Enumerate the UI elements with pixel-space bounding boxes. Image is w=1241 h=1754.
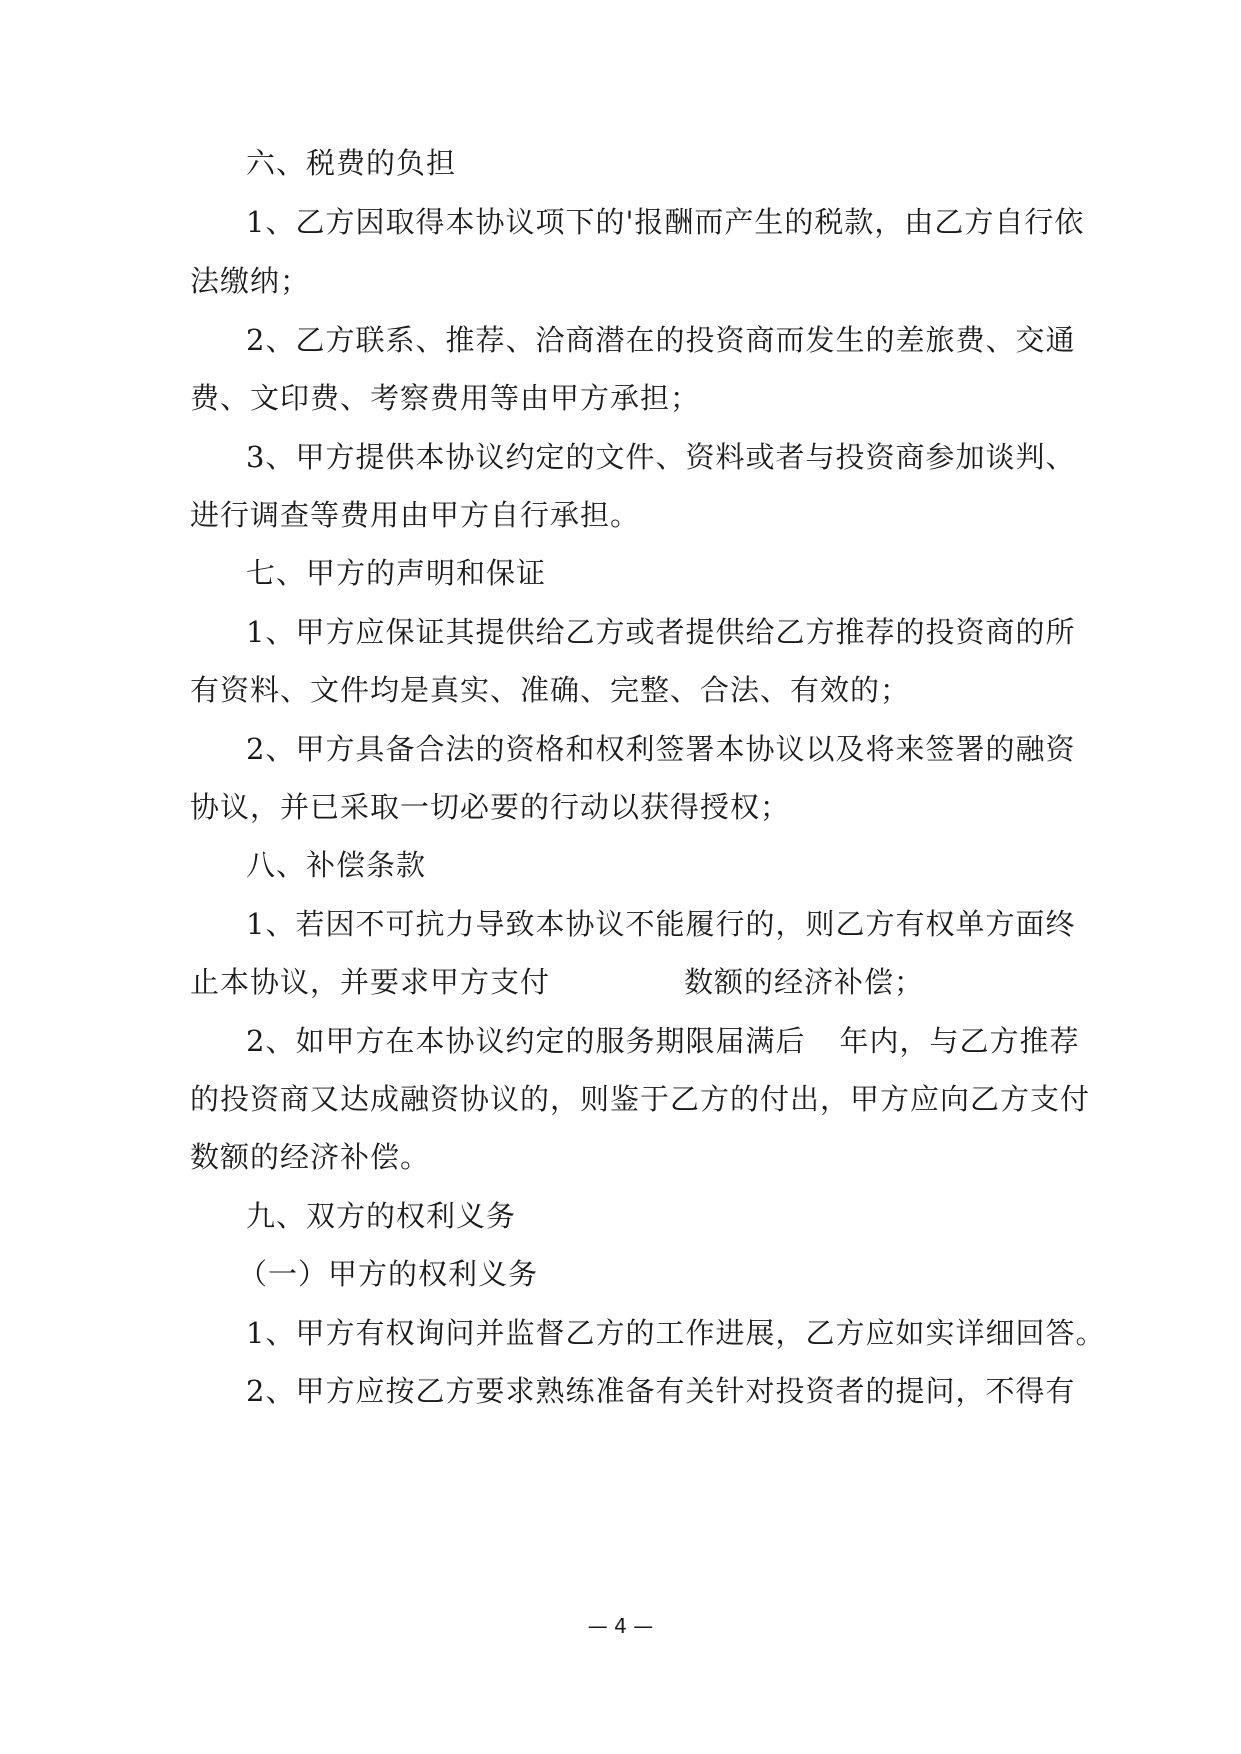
paragraph-line: 2、甲方具备合法的资格和权利签署本协议以及将来签署的融资 (246, 732, 1076, 766)
paragraph-line: 数额的经济补偿。 (190, 1140, 431, 1174)
paragraph-line: 2、乙方联系、推荐、洽商潜在的投资商而发生的差旅费、交通 (246, 323, 1076, 357)
paragraph-line: 3、甲方提供本协议约定的文件、资料或者与投资商参加谈判、 (246, 440, 1076, 474)
paragraph-line: 1、若因不可抗力导致本协议不能履行的，则乙方有权单方面终 (246, 907, 1076, 941)
text-segment: 年内，与乙方推荐 (839, 1024, 1080, 1058)
paragraph-line: 1、乙方因取得本协议项下的'报酬而产生的税款，由乙方自行依 (246, 205, 1085, 239)
paragraph-line: 协议，并已采取一切必要的行动以获得授权； (190, 790, 791, 824)
text-segment: 止本协议，并要求甲方支付 (190, 965, 551, 999)
subsection-heading: （一）甲方的权利义务 (238, 1257, 539, 1291)
section-heading-6: 六、税费的负担 (246, 146, 457, 180)
paragraph-line: 的投资商又达成融资协议的，则鉴于乙方的付出，甲方应向乙方支付 (190, 1082, 1091, 1116)
section-heading-7: 七、甲方的声明和保证 (246, 556, 547, 590)
text-segment: 数额的经济补偿； (684, 965, 925, 999)
section-heading-9: 九、双方的权利义务 (246, 1199, 517, 1233)
paragraph-line: 2、甲方应按乙方要求熟练准备有关针对投资者的提问，不得有 (246, 1374, 1076, 1408)
paragraph-line: 法缴纳； (190, 264, 311, 298)
paragraph-line (190, 962, 924, 1002)
paragraph-line: 进行调查等费用由甲方自行承担。 (190, 498, 641, 532)
section-heading-8: 八、补偿条款 (246, 848, 427, 882)
paragraph-line: 1、甲方应保证其提供给乙方或者提供给乙方推荐的投资商的所 (246, 615, 1076, 649)
paragraph-line (246, 1021, 1079, 1061)
text-segment: 2、如甲方在本协议约定的服务期限届满后 (246, 1024, 806, 1058)
paragraph-line: 1、甲方有权询问并监督乙方的工作进展，乙方应如实详细回答。 (246, 1316, 1106, 1350)
paragraph-line: 费、文印费、考察费用等由甲方承担； (190, 381, 701, 415)
paragraph-line: 有资料、文件均是真实、准确、完整、合法、有效的； (190, 673, 911, 707)
page-number: — 4 — (587, 1614, 654, 1638)
